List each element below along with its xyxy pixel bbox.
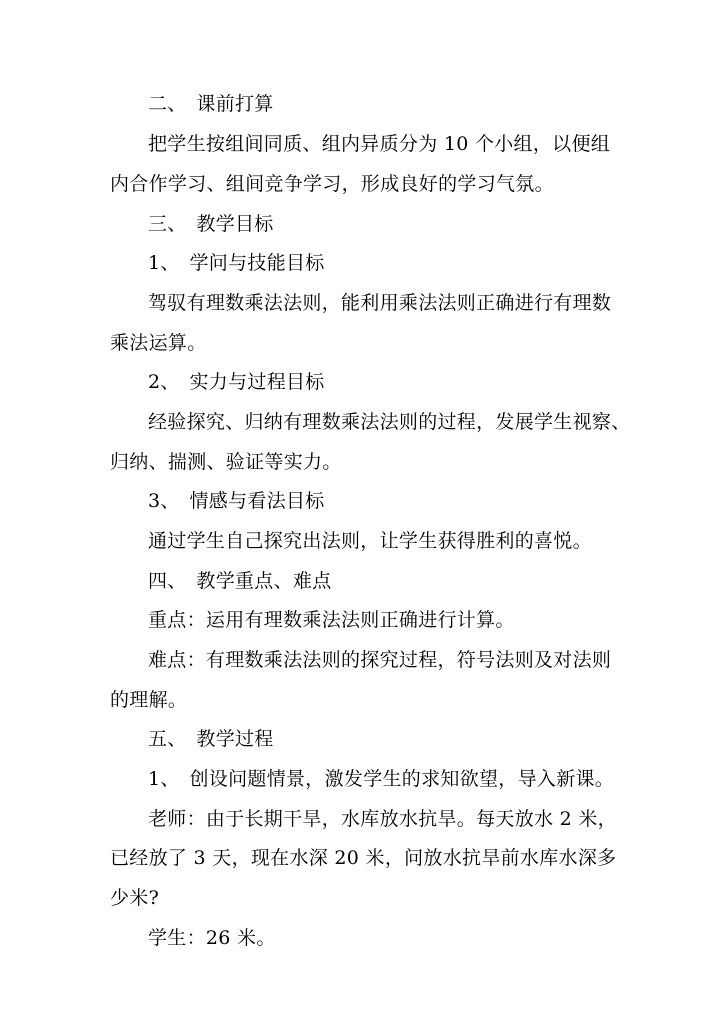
section-heading-preparation: 二、 课前打算 — [148, 93, 274, 115]
paragraph-line: 通过学生自己探究出法则，让学生获得胜利的喜悦。 — [148, 530, 592, 552]
paragraph-line: 已经放了 3 天，现在水深 20 米，问放水抗旱前水库水深多 — [110, 847, 617, 869]
paragraph-line: 归纳、揣测、验证等实力。 — [110, 451, 342, 473]
subheading-scenario: 1、 创设问题情景，激发学生的求知欲望，导入新课。 — [148, 768, 615, 790]
paragraph-line: 学生：26 米。 — [148, 927, 276, 949]
paragraph-line: 重点：运用有理数乘法法则正确进行计算。 — [148, 609, 515, 631]
paragraph-line: 难点：有理数乘法法则的探究过程，符号法则及对法则 — [148, 649, 612, 671]
paragraph-line: 的理解。 — [110, 689, 188, 711]
section-heading-key-points: 四、 教学重点、难点 — [148, 570, 332, 592]
paragraph-line: 驾驭有理数乘法法则，能利用乘法法则正确进行有理数 — [148, 292, 612, 314]
subheading-emotion-attitude: 3、 情感与看法目标 — [148, 490, 325, 512]
paragraph-line: 经验探究、归纳有理数乘法法则的过程，发展学生视察、 — [148, 411, 631, 433]
paragraph-line: 少米? — [110, 887, 160, 909]
paragraph-line: 老师：由于长期干旱，水库放水抗旱。每天放水 2 米， — [148, 808, 617, 830]
paragraph-line: 乘法运算。 — [110, 332, 207, 354]
subheading-ability-process: 2、 实力与过程目标 — [148, 371, 325, 393]
paragraph-line: 把学生按组间同质、组内异质分为 10 个小组，以便组 — [148, 133, 611, 155]
subheading-knowledge-skills: 1、 学问与技能目标 — [148, 252, 325, 274]
paragraph-line: 内合作学习、组间竞争学习，形成良好的学习气氛。 — [110, 173, 554, 195]
section-heading-objectives: 三、 教学目标 — [148, 213, 274, 235]
section-heading-process: 五、 教学过程 — [148, 728, 274, 750]
